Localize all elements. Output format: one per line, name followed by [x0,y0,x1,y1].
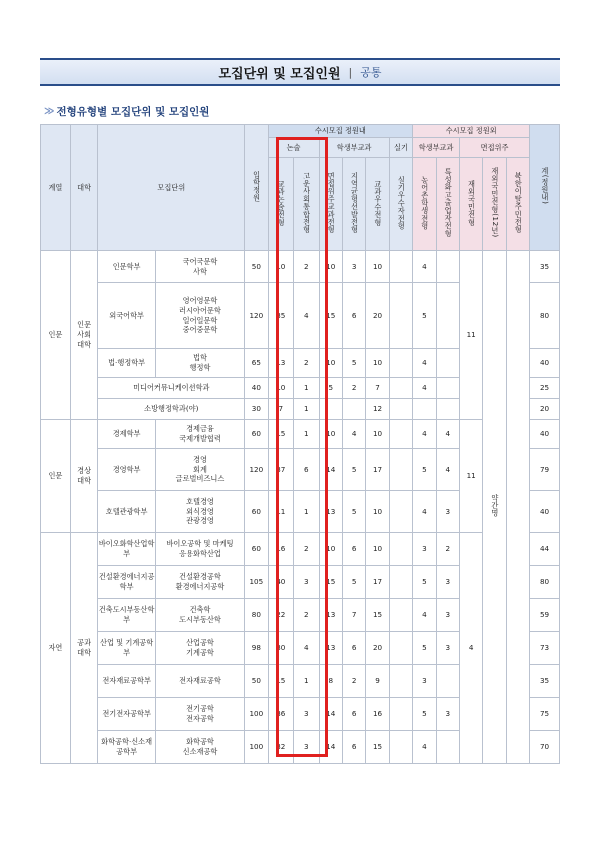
value-cell: 3 [294,698,320,731]
header-c6: 실기우수자전형 [389,158,412,251]
majors-cell [155,449,244,491]
value-cell: 15 [319,566,342,599]
value-cell: 2 [436,533,459,566]
dept-cell: 소방행정학과(야) [98,399,245,420]
value-cell [389,599,412,632]
value-cell: 10 [319,420,342,449]
total-cell: 80 [530,283,560,349]
value-cell: 1 [294,399,320,420]
quota-cell: 120 [245,283,268,349]
header-college: 대학 [70,125,98,251]
merged-cell: 4 [459,533,482,764]
quota-cell: 100 [245,698,268,731]
quota-cell: 105 [245,566,268,599]
value-cell [389,533,412,566]
value-cell: 32 [268,731,294,764]
value-cell: 1 [294,665,320,698]
value-cell: 4 [436,420,459,449]
value-cell: 16 [366,698,389,731]
major-name: 경영 [193,454,207,464]
value-cell: 5 [413,698,436,731]
value-cell: 6 [342,698,365,731]
header-c9: 재외국민전형 [459,158,482,251]
major-name: 전기공학 [186,704,214,714]
admission-table [40,124,560,764]
major-name: 건축학 [189,605,211,615]
header-c11: 북한이탈주민전형 [506,158,529,251]
total-cell: 75 [530,698,560,731]
value-cell: 20 [366,632,389,665]
section-heading [44,104,209,118]
quota-cell: 60 [245,533,268,566]
quota-cell: 120 [245,449,268,491]
value-cell: 10 [319,349,342,378]
dept-cell: 미디어커뮤니케이션학과 [98,378,245,399]
header-quota: 입학정원 [245,125,268,251]
value-cell: 3 [436,491,459,533]
value-cell [436,349,459,378]
value-cell [389,566,412,599]
dept-cell: 건설환경에너지공학부 [98,566,155,599]
major-name: 바이오공학 및 마케팅 [166,539,234,549]
college-cell [70,420,98,533]
header-interview: 면접위주 [459,138,529,158]
total-cell: 40 [530,491,560,533]
major-name: 국어국문학 [182,256,218,266]
value-cell [413,399,436,420]
college-label: 경상대학 [77,466,92,485]
major-name: 관광경영 [186,516,214,526]
dept-cell: 전기전자공학부 [98,698,155,731]
major-name: 산업공학 [186,638,214,648]
page-subtitle: 공통 [360,66,382,79]
major-name: 회계 [193,464,207,474]
major-name: 국제개발협력 [179,434,221,443]
value-cell: 9 [366,665,389,698]
majors-cell [155,349,244,378]
value-cell: 5 [319,378,342,399]
major-name: 환경에너지공학 [175,582,225,591]
quota-cell: 65 [245,349,268,378]
value-cell [342,399,365,420]
value-cell: 5 [413,632,436,665]
value-cell: 5 [413,566,436,599]
chevron-icon: ≫ [44,105,53,117]
total-cell: 40 [530,420,560,449]
value-cell: 6 [294,449,320,491]
value-cell: 6 [342,533,365,566]
value-cell: 4 [413,251,436,283]
value-cell: 5 [342,566,365,599]
header-field: 계열 [41,125,71,251]
value-cell: 20 [366,283,389,349]
value-cell [436,665,459,698]
value-cell: 15 [366,599,389,632]
value-cell: 17 [366,566,389,599]
value-cell: 4 [413,491,436,533]
value-cell: 10 [268,251,294,283]
total-cell: 73 [530,632,560,665]
value-cell [389,283,412,349]
value-cell: 37 [268,449,294,491]
major-name: 법학 [193,353,207,363]
majors-cell [155,420,244,449]
value-cell: 3 [413,533,436,566]
value-cell: 6 [342,283,365,349]
major-name: 전자재료공학 [179,676,221,686]
major-name: 도시부동산학 [179,615,221,624]
value-cell: 15 [319,283,342,349]
value-cell [389,698,412,731]
total-cell: 35 [530,665,560,698]
header-c2: 고운사회통합전형 [294,158,320,251]
majors-cell [155,698,244,731]
value-cell: 10 [366,491,389,533]
value-cell: 22 [268,599,294,632]
value-cell: 4 [413,420,436,449]
value-cell: 13 [319,632,342,665]
field-cell: 인문 [41,420,71,533]
value-cell: 2 [294,349,320,378]
total-cell: 59 [530,599,560,632]
dept-cell: 전자재료공학부 [98,665,155,698]
value-cell: 40 [268,566,294,599]
majors-cell [155,731,244,764]
quota-cell: 60 [245,491,268,533]
table-body [41,251,560,764]
value-cell: 10 [366,420,389,449]
value-cell: 13 [319,491,342,533]
major-name: 행정학 [189,363,211,372]
majors-cell [155,599,244,632]
major-name: 호텔경영 [186,496,214,506]
value-cell: 4 [436,449,459,491]
value-cell: 3 [294,731,320,764]
value-cell [319,399,342,420]
value-cell: 4 [413,599,436,632]
table-row [41,251,560,283]
major-name: 중어중문학 [182,325,218,335]
value-cell: 10 [268,378,294,399]
value-cell: 13 [268,349,294,378]
quota-cell: 98 [245,632,268,665]
value-cell: 14 [319,449,342,491]
quota-cell: 30 [245,399,268,420]
header-c5: 교과우수전형 [366,158,389,251]
value-cell: 15 [268,420,294,449]
header-nonsul: 논술 [268,138,319,158]
header-unit: 모집단위 [98,125,245,251]
value-cell [389,491,412,533]
header-susi-in: 수시모집 정원내 [268,125,413,138]
header-c4: 지역균형선발전형 [342,158,365,251]
majors-cell [155,566,244,599]
value-cell: 3 [294,566,320,599]
dept-cell: 법·행정학부 [98,349,155,378]
value-cell: 8 [319,665,342,698]
value-cell: 10 [366,251,389,283]
total-cell: 80 [530,566,560,599]
major-name: 건설환경공학 [179,572,221,582]
value-cell: 15 [268,665,294,698]
value-cell [389,251,412,283]
field-cell: 인문 [41,251,71,420]
major-name: 일어일문학 [182,315,218,325]
header-c3: 면접위주교과전형 [319,158,342,251]
value-cell: 13 [319,599,342,632]
dept-cell: 인문학부 [98,251,155,283]
major-name: 글로벌비즈니스 [175,474,225,484]
quota-cell: 80 [245,599,268,632]
majors-cell [155,251,244,283]
major-name: 러시아어문학 [179,305,221,315]
value-cell: 30 [268,632,294,665]
total-cell: 44 [530,533,560,566]
merged-cell: 11 [459,251,482,420]
field-cell: 자연 [41,533,71,764]
value-cell [436,283,459,349]
major-name: 외식경영 [186,506,214,516]
value-cell [389,349,412,378]
value-cell: 2 [294,533,320,566]
total-cell: 40 [530,349,560,378]
value-cell: 36 [268,698,294,731]
value-cell [436,251,459,283]
total-cell: 20 [530,399,560,420]
value-cell: 4 [294,632,320,665]
header-c7: 농어촌학생전형 [413,158,436,251]
college-label: 인문사회대학 [77,320,92,349]
value-cell: 10 [319,533,342,566]
total-cell: 79 [530,449,560,491]
value-cell: 16 [268,533,294,566]
major-name: 신소재공학 [182,747,218,756]
college-cell [70,533,98,764]
table-row [41,533,560,566]
value-cell [436,399,459,420]
major-name: 경제금융 [186,424,214,434]
quota-cell: 60 [245,420,268,449]
value-cell [389,420,412,449]
major-name: 화학공학 [186,737,214,747]
value-cell: 7 [342,599,365,632]
table-row [41,420,560,449]
major-name: 전자공학 [186,714,214,723]
value-cell: 2 [342,378,365,399]
value-cell: 2 [294,599,320,632]
page-header [40,58,560,86]
blank-cell [506,251,529,764]
merged-cell: 11 [459,420,482,533]
value-cell [436,731,459,764]
value-cell: 35 [268,283,294,349]
value-cell: 1 [294,491,320,533]
header-c1: 교과논술전형 [268,158,294,251]
value-cell: 15 [366,731,389,764]
total-cell: 25 [530,378,560,399]
majors-cell [155,283,244,349]
dept-cell: 경제학부 [98,420,155,449]
majors-cell [155,491,244,533]
quota-cell: 50 [245,251,268,283]
section-title: 전형유형별 모집단위 및 모집인원 [56,105,210,118]
college-label: 공과대학 [77,638,92,657]
value-cell: 11 [268,491,294,533]
value-cell: 3 [436,599,459,632]
page-title: 모집단위 및 모집인원 [218,66,341,82]
value-cell: 3 [436,632,459,665]
value-cell: 7 [268,399,294,420]
college-cell [70,251,98,420]
value-cell: 2 [342,665,365,698]
value-cell [389,449,412,491]
value-cell: 6 [342,731,365,764]
quota-cell: 50 [245,665,268,698]
yak-label: 약간명 [490,494,500,518]
dept-cell: 호텔관광학부 [98,491,155,533]
major-name: 사학 [193,266,207,276]
value-cell: 4 [413,349,436,378]
title-separator: | [348,65,353,79]
header-student-out: 학생부교과 [413,138,460,158]
value-cell: 5 [342,349,365,378]
value-cell: 3 [436,566,459,599]
value-cell: 10 [366,349,389,378]
dept-cell: 외국어학부 [98,283,155,349]
value-cell: 17 [366,449,389,491]
yak-cell [483,251,506,764]
quota-cell: 40 [245,378,268,399]
value-cell: 1 [294,378,320,399]
header-silgi: 실기 [389,138,412,158]
value-cell: 10 [319,251,342,283]
dept-cell: 산업 및 기계공학부 [98,632,155,665]
value-cell: 6 [342,632,365,665]
majors-cell [155,665,244,698]
value-cell: 3 [436,698,459,731]
value-cell: 10 [366,533,389,566]
majors-cell [155,533,244,566]
value-cell: 12 [366,399,389,420]
value-cell: 4 [413,731,436,764]
header-total: 계(정원내) [530,125,560,251]
value-cell: 5 [413,449,436,491]
dept-cell: 건축도시부동산학부 [98,599,155,632]
value-cell [389,632,412,665]
value-cell: 3 [413,665,436,698]
value-cell [389,399,412,420]
value-cell: 1 [294,420,320,449]
major-name: 기계공학 [186,648,214,657]
value-cell: 2 [294,251,320,283]
total-cell: 70 [530,731,560,764]
value-cell: 5 [342,449,365,491]
value-cell: 7 [366,378,389,399]
major-name: 영어영문학 [182,296,218,306]
quota-cell: 100 [245,731,268,764]
total-cell: 35 [530,251,560,283]
value-cell [389,731,412,764]
header-susi-out: 수시모집 정원외 [413,125,530,138]
value-cell: 14 [319,698,342,731]
value-cell: 5 [342,491,365,533]
dept-cell: 바이오화학산업학부 [98,533,155,566]
value-cell: 4 [342,420,365,449]
value-cell [436,378,459,399]
major-name: 응용화학산업 [179,549,221,558]
header-student: 학생부교과 [319,138,389,158]
value-cell: 14 [319,731,342,764]
value-cell [389,378,412,399]
value-cell: 4 [294,283,320,349]
dept-cell: 경영학부 [98,449,155,491]
header-c10: 재외국민전형(12년) [483,158,506,251]
majors-cell [155,632,244,665]
value-cell [389,665,412,698]
value-cell: 3 [342,251,365,283]
value-cell: 5 [413,283,436,349]
value-cell: 4 [413,378,436,399]
header-c8: 특성화고출업자전형 [436,158,459,251]
dept-cell: 화학공학·신소재공학부 [98,731,155,764]
